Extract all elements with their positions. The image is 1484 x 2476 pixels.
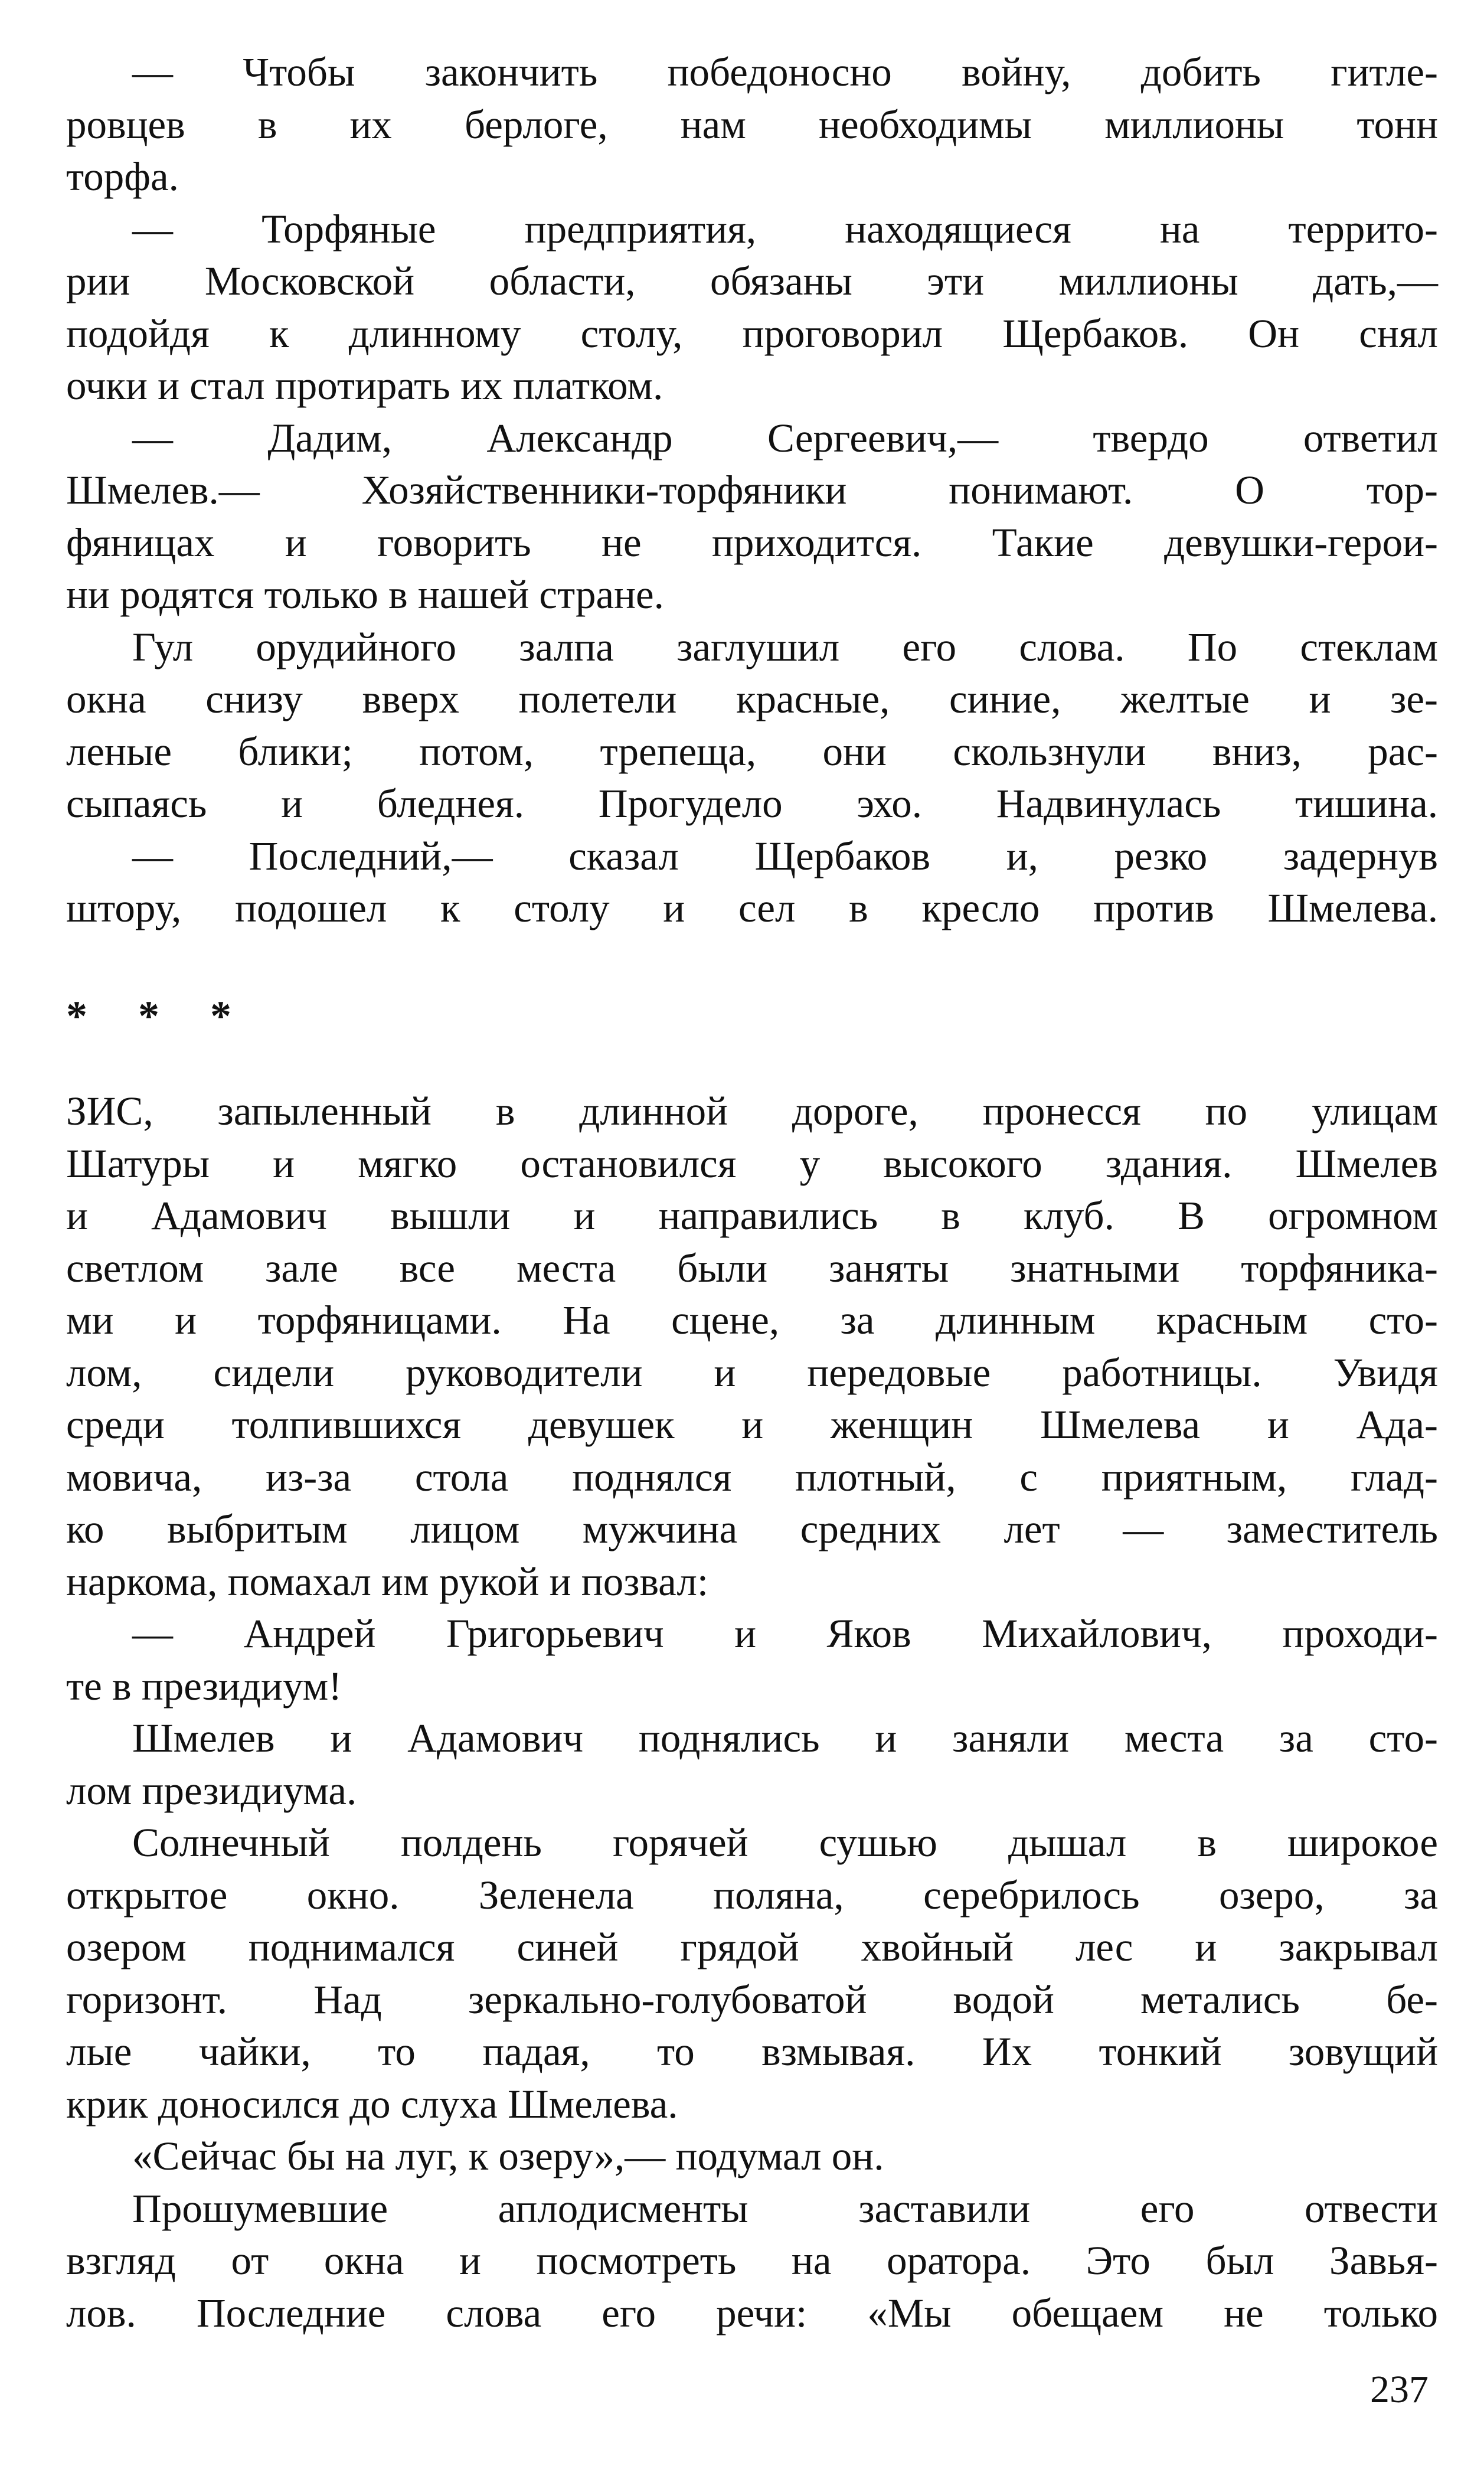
text-line: — Дадим, Александр Сергеевич,— твердо ответил bbox=[132, 415, 1438, 460]
text-line: те в президиум! bbox=[66, 1663, 342, 1709]
text-line: лом президиума. bbox=[66, 1768, 357, 1813]
text-line: «Сейчас бы на луг, к озеру»,— подумал он. bbox=[132, 2134, 884, 2178]
text-line: очки и стал протирать их платком. bbox=[66, 363, 663, 408]
text-line: взгляд от окна и посмотреть на оратора. Это был Завья- bbox=[66, 2238, 1438, 2283]
text-line: мовича, из-за стола поднялся плотный, с приятным, глад- bbox=[66, 1454, 1438, 1500]
text-section-lower bbox=[66, 1085, 1438, 2339]
text-line: фяницах и говорить не приходится. Такие девушки-герои- bbox=[66, 520, 1438, 565]
text-line: Шмелев и Адамович поднялись и заняли места за сто- bbox=[132, 1716, 1438, 1760]
text-line: лов. Последние слова его речи: «Мы обещаем не только bbox=[66, 2290, 1438, 2335]
text-line: Шмелев.— Хозяйственники-торфяники понимают. О тор- bbox=[66, 468, 1438, 512]
section-separator: * * * bbox=[66, 992, 251, 1040]
text-line: окна снизу вверх полетели красные, синие, желтые и зе- bbox=[66, 677, 1438, 721]
text-line: лые чайки, то падая, то взмывая. Их тонкий зовущий bbox=[66, 2029, 1438, 2074]
text-line: Солнечный полдень горячей сушью дышал в широкое bbox=[132, 1820, 1438, 1865]
page-number: 237 bbox=[1370, 2368, 1429, 2411]
text-line: открытое окно. Зеленела поляна, серебрилось озеро, за bbox=[66, 1872, 1438, 1918]
text-line: Прошумевшие аплодисменты заставили его отвести bbox=[132, 2186, 1438, 2231]
text-line: торфа. bbox=[66, 154, 179, 199]
text-line: светлом зале все места были заняты знатными торфяника- bbox=[66, 1245, 1438, 1291]
text-line: — Андрей Григорьевич и Яков Михайлович, проходи- bbox=[132, 1611, 1438, 1656]
text-line: наркома, помахал им рукой и позвал: bbox=[66, 1559, 708, 1604]
text-line: леные блики; потом, трепеща, они скользнули вниз, рас- bbox=[66, 729, 1438, 774]
text-line: Гул орудийного залпа заглушил его слова. По стеклам bbox=[132, 624, 1438, 669]
text-line: и Адамович вышли и направились в клуб. В огромном bbox=[66, 1193, 1438, 1238]
text-line: штору, подошел к столу и сел в кресло против Шмелева. bbox=[66, 886, 1438, 930]
text-line: горизонт. Над зеркально-голубоватой водой метались бе- bbox=[66, 1977, 1438, 2022]
text-line: ЗИС, запыленный в длинной дороге, пронесся по улицам bbox=[66, 1089, 1438, 1134]
text-line: ми и торфяницами. На сцене, за длинным красным сто- bbox=[66, 1298, 1438, 1342]
text-line: — Торфяные предприятия, находящиеся на террито- bbox=[132, 206, 1438, 251]
text-line: Шатуры и мягко остановился у высокого здания. Шмелев bbox=[66, 1141, 1438, 1186]
text-line: ни родятся только в нашей стране. bbox=[66, 572, 664, 617]
text-line: рии Московской области, обязаны эти миллионы дать,— bbox=[66, 259, 1438, 303]
text-line: лом, сидели руководители и передовые работницы. Увидя bbox=[66, 1350, 1438, 1395]
text-line: ко выбритым лицом мужчина средних лет — заместитель bbox=[66, 1507, 1438, 1551]
text-line: сыпаясь и бледнея. Прогудело эхо. Надвинулась тишина. bbox=[66, 781, 1438, 826]
text-line: — Чтобы закончить победоносно войну, добить гитле- bbox=[132, 50, 1438, 94]
text-line: — Последний,— сказал Щербаков и, резко задернув bbox=[132, 833, 1438, 878]
text-line: крик доносился до слуха Шмелева. bbox=[66, 2081, 678, 2127]
text-line: среди толпившихся девушек и женщин Шмелева и Ада- bbox=[66, 1402, 1438, 1447]
text-line: подойдя к длинному столу, проговорил Щербаков. Он снял bbox=[66, 311, 1438, 356]
text-section-upper bbox=[66, 46, 1438, 935]
text-line: озером поднимался синей грядой хвойный лес и закрывал bbox=[66, 1925, 1438, 1969]
text-line: ровцев в их берлоге, нам необходимы миллионы тонн bbox=[66, 102, 1438, 147]
